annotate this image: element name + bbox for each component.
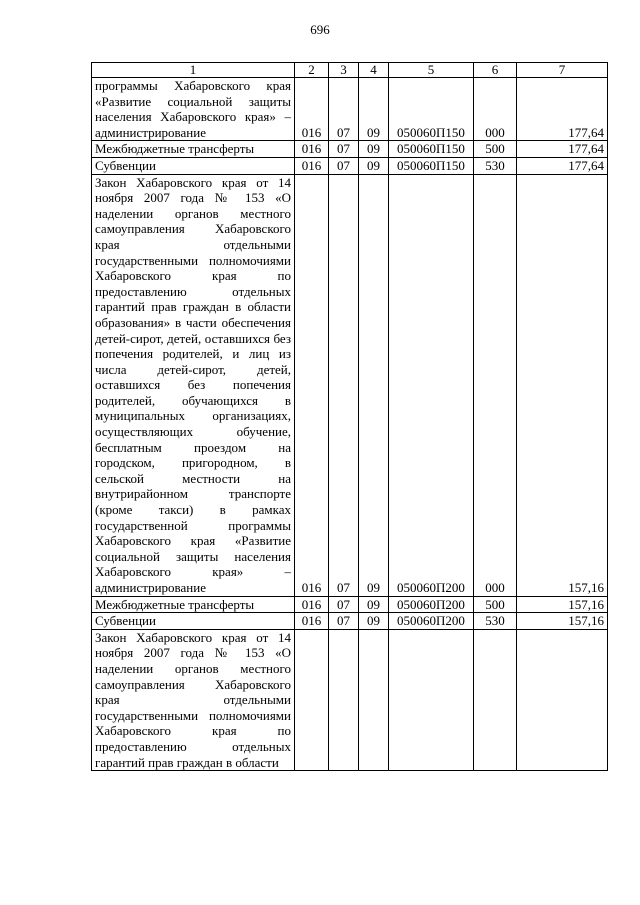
column-header: 3 — [329, 63, 359, 78]
column-header: 5 — [389, 63, 474, 78]
table-row — [92, 78, 608, 141]
row-name-cell: Закон Хабаровского края от 14 ноября 2007 года № 153 «О наделении органов местного самоуправления Хабаровского края отдельными государственными полномочиями Хабаровского края по предоставлению отдельных гарантий прав граждан в области — [92, 629, 295, 770]
subsection-code-cell: 09 — [359, 78, 389, 141]
column-header-row — [92, 63, 608, 78]
section-code-cell — [329, 629, 359, 770]
row-name-cell: Межбюджетные трансферты — [92, 596, 295, 613]
column-header: 4 — [359, 63, 389, 78]
amount-cell: 157,16 — [517, 174, 608, 596]
section-code-cell: 07 — [329, 157, 359, 174]
page-number: 696 — [310, 22, 330, 37]
section-code-cell: 07 — [329, 596, 359, 613]
expense-type-cell — [474, 629, 517, 770]
ministry-code-cell: 016 — [295, 596, 329, 613]
ministry-code-cell — [295, 629, 329, 770]
row-name-cell: Межбюджетные трансферты — [92, 141, 295, 158]
subsection-code-cell: 09 — [359, 596, 389, 613]
ministry-code-cell: 016 — [295, 157, 329, 174]
amount-cell: 157,16 — [517, 596, 608, 613]
budget-table — [91, 62, 608, 771]
expense-type-cell: 000 — [474, 174, 517, 596]
row-name-cell: Субвенции — [92, 157, 295, 174]
section-code-cell: 07 — [329, 174, 359, 596]
ministry-code-cell: 016 — [295, 613, 329, 630]
section-code-cell: 07 — [329, 613, 359, 630]
expense-type-cell: 500 — [474, 596, 517, 613]
row-name-cell: Закон Хабаровского края от 14 ноября 2007 года № 153 «О наделении органов местного самоуправления Хабаровского края отдельными государственными полномочиями Хабаровского края по предоставлению отдельных гарантий прав граждан в области образования» в части обеспечения детей-сирот, детей, оставшихся без попечения родителей, и лиц из числа детей-сирот, детей, оставшихся без попечения родителей, обучающихся в муниципальных организациях, осуществляющих обучение, бесплатным проездом на городском, пригородном, в сельской местности на внутрирайонном транспорте (кроме такси) в рамках государственной программы Хабаровского края «Развитие социальной защиты населения Хабаровского края» – администрирование — [92, 174, 295, 596]
subsection-code-cell — [359, 629, 389, 770]
expense-type-cell: 530 — [474, 613, 517, 630]
expense-type-cell: 530 — [474, 157, 517, 174]
amount-cell — [517, 629, 608, 770]
column-header: 2 — [295, 63, 329, 78]
subsection-code-cell: 09 — [359, 613, 389, 630]
expense-type-cell: 500 — [474, 141, 517, 158]
amount-cell: 177,64 — [517, 157, 608, 174]
row-name-cell: программы Хабаровского края «Развитие социальной защиты населения Хабаровского края» – администрирование — [92, 78, 295, 141]
target-article-cell: 050060П200 — [389, 174, 474, 596]
section-code-cell: 07 — [329, 141, 359, 158]
table-row — [92, 613, 608, 630]
table-row — [92, 629, 608, 770]
target-article-cell — [389, 629, 474, 770]
target-article-cell: 050060П200 — [389, 596, 474, 613]
table-row — [92, 157, 608, 174]
row-name-cell: Субвенции — [92, 613, 295, 630]
column-header: 6 — [474, 63, 517, 78]
subsection-code-cell: 09 — [359, 157, 389, 174]
amount-cell: 157,16 — [517, 613, 608, 630]
expense-type-cell: 000 — [474, 78, 517, 141]
table-row — [92, 174, 608, 596]
target-article-cell: 050060П150 — [389, 157, 474, 174]
amount-cell: 177,64 — [517, 141, 608, 158]
subsection-code-cell: 09 — [359, 174, 389, 596]
ministry-code-cell: 016 — [295, 141, 329, 158]
section-code-cell: 07 — [329, 78, 359, 141]
ministry-code-cell: 016 — [295, 174, 329, 596]
target-article-cell: 050060П150 — [389, 78, 474, 141]
subsection-code-cell: 09 — [359, 141, 389, 158]
target-article-cell: 050060П200 — [389, 613, 474, 630]
column-header: 7 — [517, 63, 608, 78]
table-row — [92, 596, 608, 613]
target-article-cell: 050060П150 — [389, 141, 474, 158]
ministry-code-cell: 016 — [295, 78, 329, 141]
amount-cell: 177,64 — [517, 78, 608, 141]
table-row — [92, 141, 608, 158]
column-header: 1 — [92, 63, 295, 78]
